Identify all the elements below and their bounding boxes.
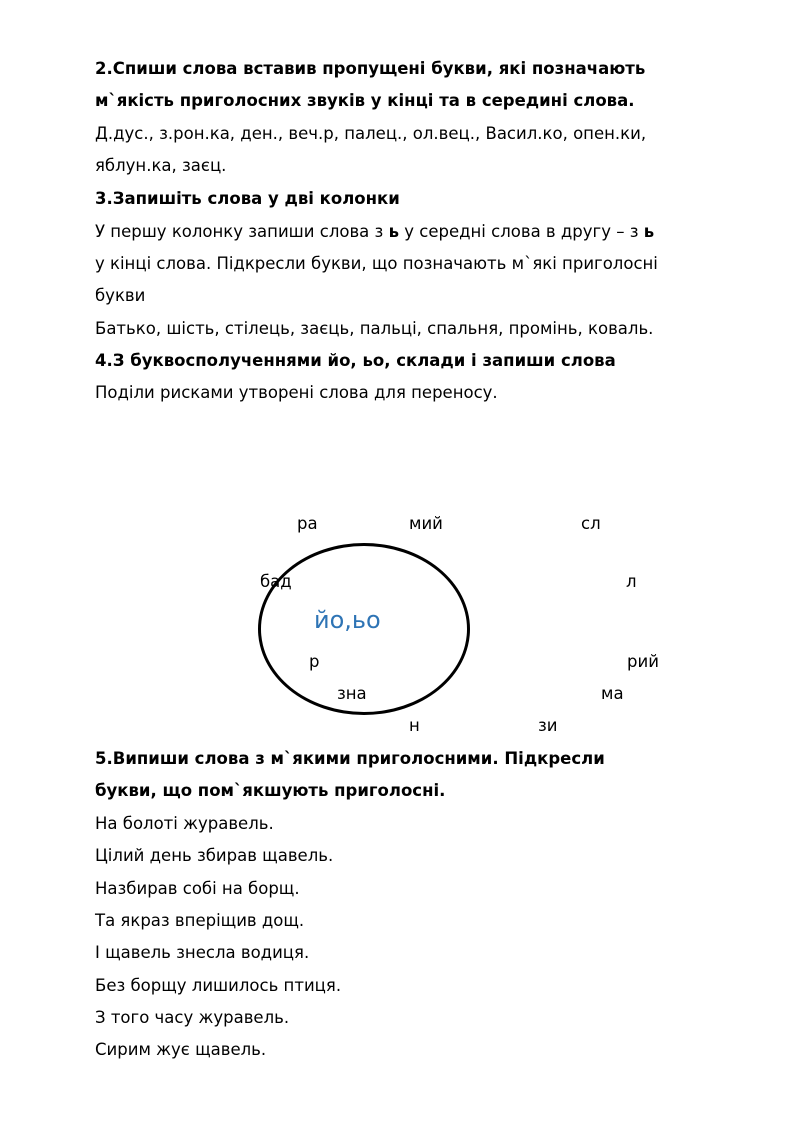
- fragment-bad: бад: [260, 572, 292, 591]
- fragment-ma: ма: [601, 684, 624, 703]
- fragment-n: н: [409, 716, 420, 735]
- fragment-l: л: [626, 572, 637, 591]
- task3-instruction-line3: букви: [95, 286, 146, 305]
- oval-center-label: йо,ьо: [314, 606, 381, 634]
- task3-instruction-line1: [95, 222, 654, 242]
- fragment-ryi: рий: [627, 652, 659, 671]
- task4-title: 4.З буквосполученнями йо, ьо, склади і запиши слова: [95, 351, 616, 370]
- poem-line: Та якраз вперіщив дощ.: [95, 911, 305, 930]
- poem-line: Цілий день збирав щавель.: [95, 846, 334, 865]
- poem-line: Сирим жує щавель.: [95, 1040, 267, 1059]
- fragment-myi: мий: [409, 514, 443, 533]
- poem-line: І щавель знесла водиця.: [95, 943, 310, 962]
- task3-instruction-line2: у кінці слова. Підкресли букви, що позначають м`які приголосні: [95, 254, 658, 273]
- task2-words-line1: Д.дус., з.рон.ка, ден., веч.р, палец., ол.вец., Васил.ко, опен.ки,: [95, 124, 647, 143]
- task5-title-line1: 5.Випиши слова з м`якими приголосними. Підкресли: [95, 749, 605, 768]
- task2-title-line2: м`якість приголосних звуків у кінці та в середині слова.: [95, 91, 635, 110]
- task3-words: Батько, шість, стілець, заєць, пальці, спальня, промінь, коваль.: [95, 319, 654, 338]
- task2-title-line1: 2.Спиши слова вставив пропущені букви, які позначають: [95, 59, 646, 78]
- task3-soft-sign-1: ь: [388, 222, 399, 241]
- fragment-zy: зи: [538, 716, 558, 735]
- poem-line: Назбирав собі на борщ.: [95, 879, 300, 898]
- fragment-r: р: [309, 652, 320, 671]
- fragment-zna: зна: [337, 684, 367, 703]
- poem-line: З того часу журавель.: [95, 1008, 290, 1027]
- poem-line: Без борщу лишилось птиця.: [95, 976, 342, 995]
- task3-soft-sign-2: ь: [643, 222, 655, 241]
- task2-words-line2: яблун.ка, заєц.: [95, 156, 227, 175]
- task5-title-line2: букви, що пом`якшують приголосні.: [95, 781, 446, 800]
- task4-instruction: Поділи рисками утворені слова для переносу.: [95, 383, 498, 402]
- fragment-sl: сл: [581, 514, 601, 533]
- task3-title: 3.Запишіть слова у дві колонки: [95, 189, 400, 208]
- fragment-ra: ра: [297, 514, 318, 533]
- task3-instr-c: у середні слова в другу – з: [399, 222, 644, 241]
- task3-instr-a: У першу колонку запиши слова з: [95, 222, 389, 241]
- poem-line: На болоті журавель.: [95, 814, 274, 833]
